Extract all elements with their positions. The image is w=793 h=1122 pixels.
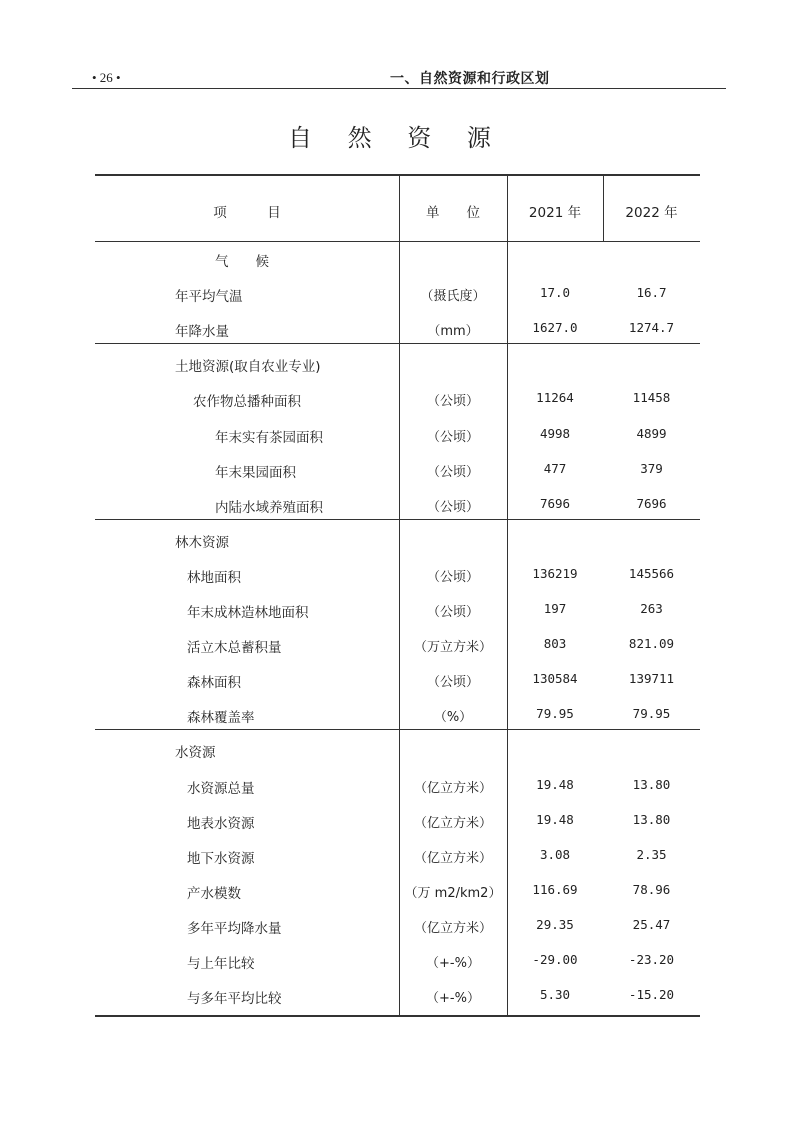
header-bottom-border — [95, 241, 700, 242]
value-2021: 11264 — [536, 390, 574, 406]
row-label: 年末实有茶园面积 — [215, 429, 323, 446]
column-header-2022: 2022 年 — [625, 205, 678, 221]
value-2021: 17.0 — [539, 285, 571, 301]
row-unit: （公顷） — [426, 569, 479, 585]
row-label: 地下水资源 — [187, 850, 255, 867]
row-unit: （公顷） — [426, 429, 479, 445]
row-unit: （亿立方米） — [413, 780, 492, 796]
value-2021: -29.00 — [532, 952, 578, 967]
row-label: 森林面积 — [187, 675, 241, 692]
value-2021: 136219 — [532, 565, 578, 581]
value-2022: 2.35 — [636, 846, 667, 862]
row-unit: （+-%） — [426, 956, 480, 971]
value-2022: 145566 — [628, 565, 675, 581]
section-heading: 水资源 — [175, 745, 216, 762]
row-label: 森林覆盖率 — [187, 710, 255, 727]
running-header — [72, 68, 726, 89]
row-unit: （+-%） — [426, 991, 480, 1007]
column-header-2021: 2021 年 — [528, 205, 582, 221]
row-unit: （摄氏度） — [420, 289, 486, 305]
value-2022: 139711 — [628, 671, 675, 687]
value-2022: 263 — [640, 601, 663, 616]
value-2022: 78.96 — [632, 881, 671, 897]
value-2021: 5.30 — [539, 987, 571, 1003]
value-2022: 25.47 — [632, 916, 671, 932]
row-label: 农作物总播种面积 — [193, 394, 301, 411]
value-2022: 821.09 — [628, 636, 675, 652]
row-unit: （万 m2/km2） — [404, 885, 502, 901]
row-label: 产水模数 — [187, 885, 241, 902]
value-2021: 79.95 — [536, 706, 574, 722]
row-label: 活立木总蓄积量 — [187, 640, 282, 657]
value-2022: 379 — [640, 460, 663, 476]
row-label: 与上年比较 — [187, 956, 255, 972]
value-2021: 116.69 — [532, 881, 578, 897]
value-2021: 1627.0 — [532, 320, 578, 336]
section-divider — [95, 729, 700, 730]
value-2022: 11458 — [632, 390, 671, 406]
row-unit: （亿立方米） — [413, 920, 492, 936]
row-label: 与多年平均比较 — [187, 991, 282, 1008]
natural-resources-table — [95, 174, 700, 1015]
value-2022: 13.80 — [632, 811, 671, 827]
value-2022: 1274.7 — [628, 320, 675, 336]
value-2021: 130584 — [532, 671, 578, 687]
row-unit: （公顷） — [426, 394, 479, 410]
row-unit: （亿立方米） — [413, 850, 492, 866]
row-label: 年平均气温 — [175, 289, 243, 306]
row-label: 林地面积 — [187, 569, 241, 586]
row-unit: （万立方米） — [413, 640, 492, 656]
row-label: 年末成林造林地面积 — [187, 605, 309, 621]
section-heading: 林木资源 — [175, 534, 229, 551]
value-2022: -15.20 — [628, 987, 675, 1003]
row-unit: （公顷） — [426, 605, 479, 620]
row-label: 多年平均降水量 — [187, 920, 282, 937]
value-2021: 4998 — [539, 425, 571, 441]
page-title: 自 然 资 源 — [288, 124, 505, 152]
section-heading: 土地资源(取自农业专业) — [175, 359, 321, 376]
value-2021: 477 — [543, 460, 567, 476]
row-unit: （公顷） — [426, 464, 479, 480]
chapter-title: 一、自然资源和行政区划 — [390, 71, 550, 87]
value-2021: 803 — [543, 636, 567, 652]
row-label: 地表水资源 — [187, 815, 255, 832]
value-2021: 29.35 — [536, 916, 574, 932]
row-unit: （公顷） — [426, 675, 479, 691]
column-header-unit: 单 位 — [426, 205, 480, 221]
value-2021: 7696 — [539, 495, 571, 511]
section-divider — [95, 343, 700, 344]
value-2022: -23.20 — [628, 952, 675, 967]
row-unit: （亿立方米） — [413, 815, 492, 831]
value-2021: 19.48 — [536, 811, 574, 827]
section-divider — [95, 519, 700, 520]
value-2021: 197 — [543, 601, 567, 616]
value-2022: 13.80 — [632, 776, 671, 792]
row-unit: （mm） — [427, 324, 479, 340]
row-unit: （公顷） — [426, 499, 479, 515]
value-2022: 79.95 — [632, 706, 671, 722]
row-unit: （%） — [433, 710, 473, 726]
table-top-border — [95, 174, 700, 176]
value-2021: 19.48 — [536, 776, 574, 792]
value-2021: 3.08 — [539, 846, 571, 862]
row-label: 年末果园面积 — [215, 464, 296, 481]
page-number: • 26 • — [92, 70, 121, 85]
row-label: 年降水量 — [175, 324, 229, 341]
value-2022: 7696 — [636, 495, 667, 511]
value-2022: 4899 — [636, 425, 667, 441]
value-2022: 16.7 — [636, 285, 667, 301]
row-label: 内陆水域养殖面积 — [215, 499, 323, 516]
row-label: 水资源总量 — [187, 780, 255, 797]
section-heading: 气 候 — [215, 254, 269, 270]
table-bottom-border — [95, 1015, 700, 1017]
column-header-item: 项 目 — [213, 205, 281, 221]
